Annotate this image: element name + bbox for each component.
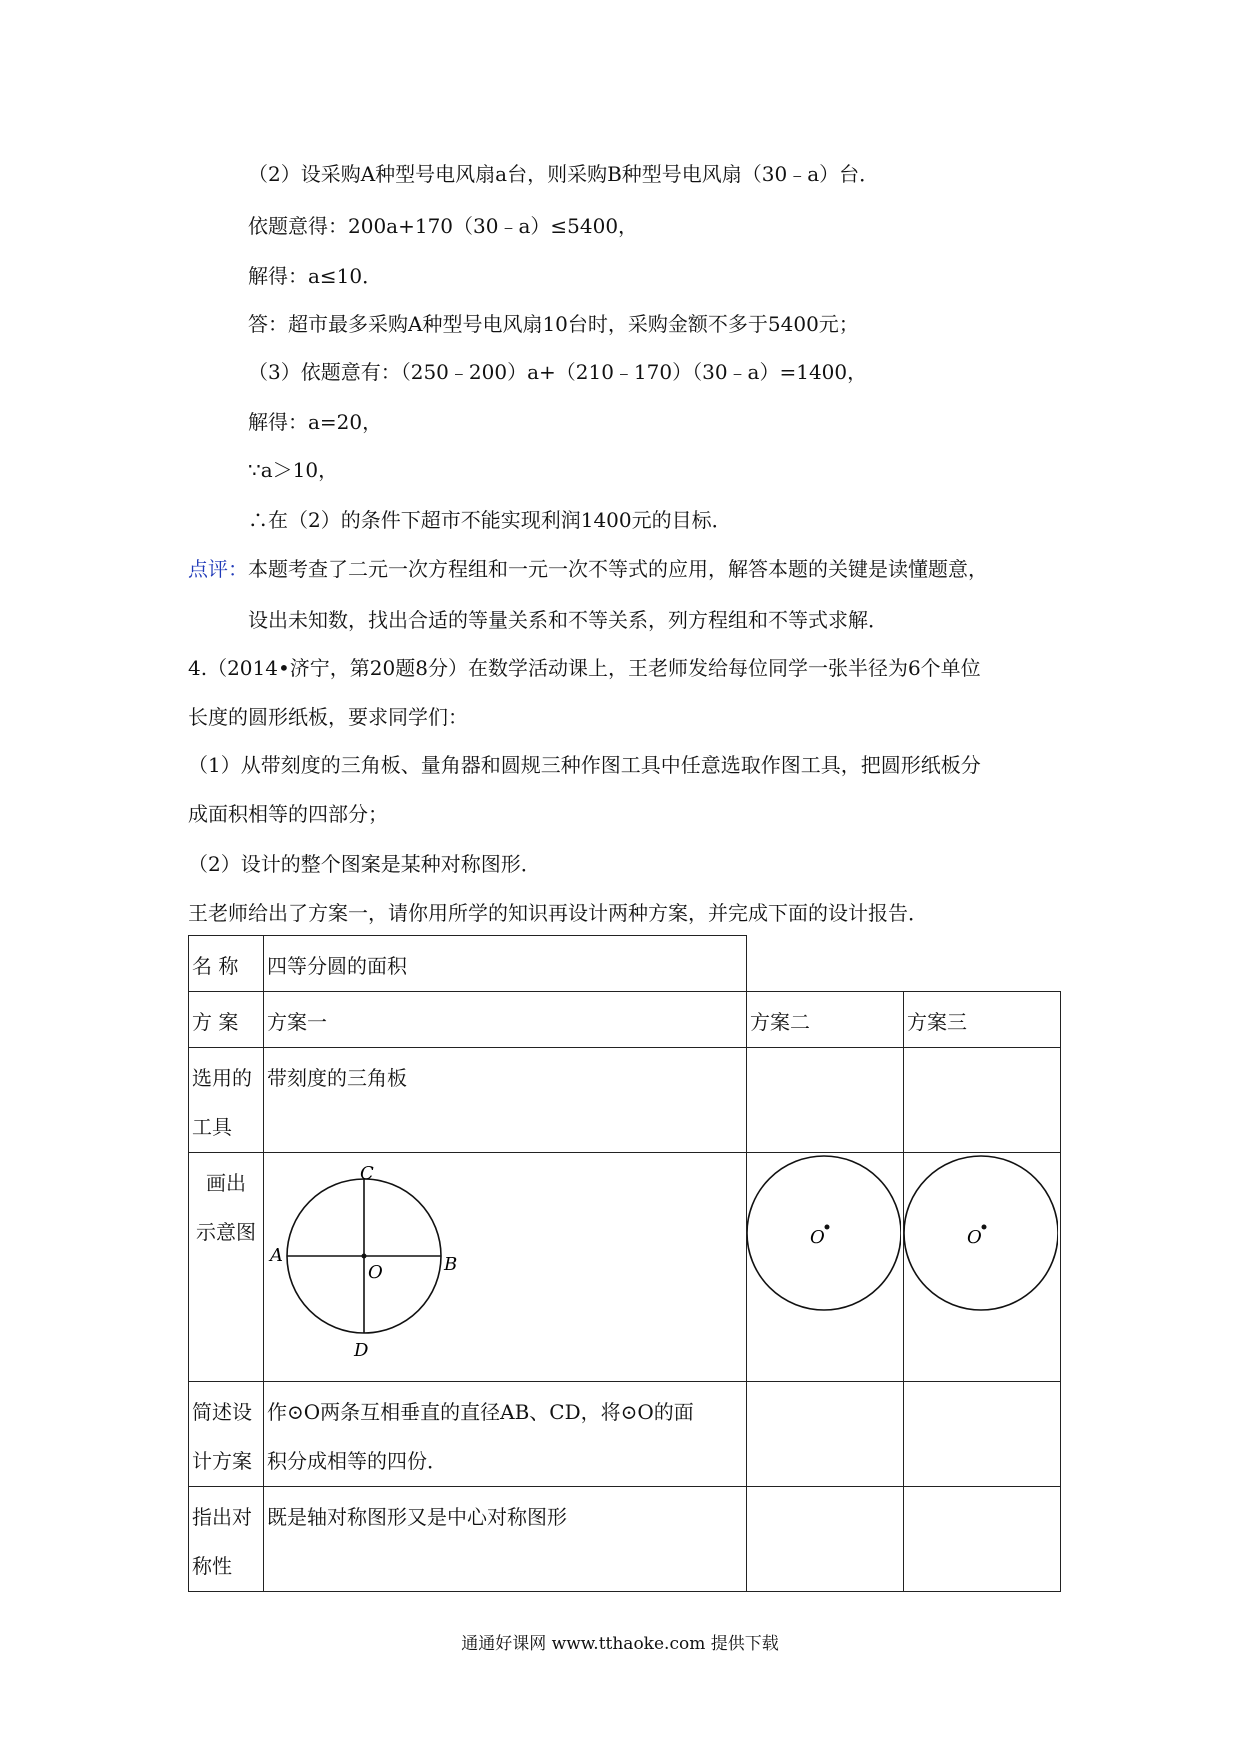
plan2-circle-diagram (747, 1153, 901, 1379)
sym-label: 称性 (192, 1554, 232, 1578)
remark-continuation: 设出未知数，找出合适的等量关系和不等关系，列方程组和不等式求解． (248, 608, 888, 632)
plan1-sym-cell (264, 1487, 747, 1592)
plan3-desc-cell[interactable] (904, 1382, 1061, 1487)
plan1-desc: 积分成相等的四份． (267, 1449, 447, 1473)
sketch-label: 画出 (206, 1171, 246, 1195)
four-parts-circle-diagram (264, 1153, 740, 1379)
plan3-circle-diagram (904, 1153, 1058, 1379)
remark-text: 本题考查了二元一次方程组和一元一次不等式的应用，解答本题的关键是读懂题意， (248, 557, 988, 581)
plan3-sym-cell[interactable] (904, 1487, 1061, 1592)
question-line: 4.（2014•济宁，第20题8分）在数学活动课上，王老师发给每位同学一张半径为6个单位 (188, 656, 981, 680)
label-c: C (360, 1163, 374, 1184)
solution-line: （2）设采购A种型号电风扇a台，则采购B种型号电风扇（30﹣a）台． (248, 162, 880, 186)
plan2-header (747, 992, 904, 1048)
plan-label: 方 案 (192, 1010, 239, 1034)
center-dot (362, 1254, 367, 1259)
question-line: 长度的圆形纸板，要求同学们： (188, 705, 468, 729)
name-label: 名 称 (192, 954, 239, 978)
tools-label: 选用的 (192, 1066, 252, 1090)
solution-line: （3）依题意有：（250﹣200）a+（210﹣170）（30﹣a）=1400， (248, 360, 868, 384)
desc-label: 简述设 (192, 1400, 252, 1424)
center-dot (825, 1225, 830, 1230)
plan3-label: 方案三 (907, 1010, 967, 1034)
design-report-table (188, 935, 1061, 1592)
plan1-desc-cell (264, 1382, 747, 1487)
desc-label: 计方案 (192, 1449, 252, 1473)
name-value-cell (264, 936, 747, 992)
solution-line: ∴在（2）的条件下超市不能实现利润1400元的目标． (248, 508, 732, 532)
question-line: 王老师给出了方案一，请你用所学的知识再设计两种方案，并完成下面的设计报告． (188, 901, 928, 925)
label-d: D (354, 1340, 369, 1361)
solution-line: 解得：a≤10． (248, 264, 383, 288)
plan2-tools-cell[interactable] (747, 1048, 904, 1153)
question-line: 成面积相等的四部分； (188, 802, 388, 826)
plan3-tools-cell[interactable] (904, 1048, 1061, 1153)
plan1-tools-cell (264, 1048, 747, 1153)
tools-label: 工具 (192, 1115, 232, 1139)
solution-line: 解得：a=20， (248, 410, 383, 434)
solution-line: 答：超市最多采购A种型号电风扇10台时，采购金额不多于5400元； (248, 312, 859, 336)
desc-label-cell (189, 1382, 264, 1487)
plan-label-cell (189, 992, 264, 1048)
sym-label: 指出对 (192, 1505, 252, 1529)
question-line: （1）从带刻度的三角板、量角器和圆规三种作图工具中任意选取作图工具，把圆形纸板分 (188, 753, 981, 777)
center-label: O (967, 1227, 982, 1248)
plan1-header (264, 992, 747, 1048)
remark-line (188, 555, 988, 583)
name-value: 四等分圆的面积 (267, 954, 407, 978)
tools-label-cell (189, 1048, 264, 1153)
plan2-desc-cell[interactable] (747, 1382, 904, 1487)
solution-line: 依题意得：200a+170（30﹣a）≤5400， (248, 214, 639, 238)
solution-line: ∵a＞10， (248, 458, 339, 482)
remark-label: 点评： (188, 557, 248, 581)
question-line: （2）设计的整个图案是某种对称图形． (188, 852, 541, 876)
plan2-label: 方案二 (750, 1010, 810, 1034)
plan2-sketch-cell[interactable] (747, 1153, 904, 1382)
page-footer: 通通好课网 www.tthaoke.com 提供下载 (461, 1634, 779, 1654)
plan1-sym: 既是轴对称图形又是中心对称图形 (267, 1505, 567, 1529)
plan3-header (904, 992, 1061, 1048)
center-dot (982, 1225, 987, 1230)
plan3-sketch-cell[interactable] (904, 1153, 1061, 1382)
plan1-label: 方案一 (267, 1010, 327, 1034)
sketch-label: 示意图 (196, 1220, 256, 1244)
center-label: O (810, 1227, 825, 1248)
sym-label-cell (189, 1487, 264, 1592)
label-o: O (368, 1262, 383, 1283)
name-label-cell (189, 936, 264, 992)
label-b: B (444, 1254, 458, 1275)
plan2-sym-cell[interactable] (747, 1487, 904, 1592)
plan1-tools: 带刻度的三角板 (267, 1066, 407, 1090)
label-a: A (270, 1245, 283, 1266)
plan1-desc: 作⊙O两条互相垂直的直径AB、CD，将⊙O的面 (267, 1400, 694, 1424)
plan1-sketch-cell (264, 1153, 747, 1382)
sketch-label-cell (189, 1153, 264, 1382)
